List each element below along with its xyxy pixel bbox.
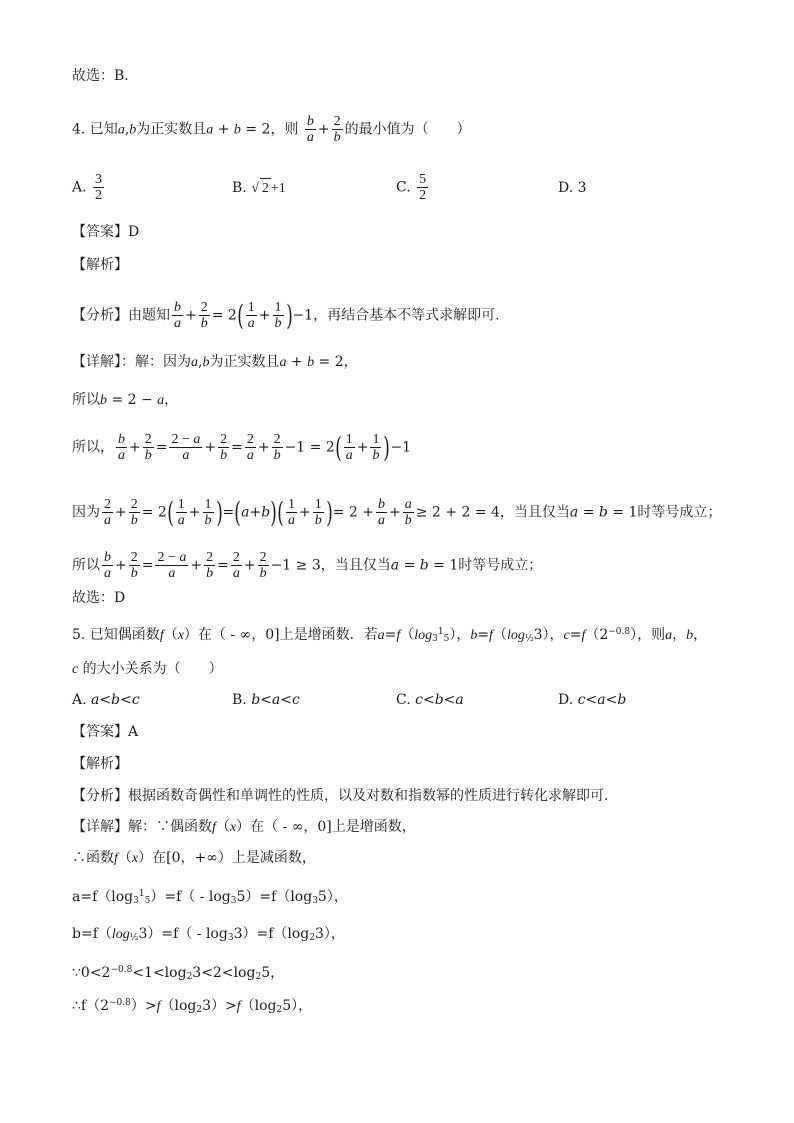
detail-line: $\because 0<2^{-0.8}<1<\log_23<2<\log_25$，: [72, 965, 285, 982]
option-a: A. $\frac{3}{2}$: [72, 172, 103, 203]
analysis-line: 【分析】由题知 $\frac{b}{a}$ + $\frac{2}{b}$ = 2( $\frac{1}{a}$ + $\frac{1}{b}$ )−1，再结合基本不等式求解即可.: [72, 298, 500, 332]
text-line: 故选：D: [72, 590, 126, 606]
option-c: C. $\frac{5}{2}$: [396, 172, 427, 203]
detail-line: $\therefore f(2^{-0.8})>f(\log_23)>f(\log_25)$，: [72, 998, 313, 1015]
option-d: D. 3: [558, 180, 587, 196]
analysis-tag: 【解析】: [72, 257, 128, 273]
option-b: B. √ 2 +1: [232, 178, 286, 199]
question-5-line2: c 的大小关系为（ ）: [72, 661, 223, 677]
option-c: C. c<b<a: [396, 692, 464, 708]
detail-line: $a=f(\log_3^1_5)=f( - \log_35)=f(\log_35)$，: [72, 889, 348, 906]
analysis-tag: 【解析】: [72, 756, 128, 772]
detail-line: 因为 $\frac{2}{a}$ + $\frac{2}{b}$ = 2( $\frac{1}{a}$ + $\frac{1}{b}$ )=(a+b)( $\frac{1}{a}$ + $\frac{1}{b}$ )= 2 + $\frac{b}{a}$ + $\frac{a}{b}$ ≥ 2 + 2 = 4，当且仅当a = b = 1时等号成立；: [72, 495, 722, 529]
detail-line: ∴函数f（x）在[0，+∞）上是减函数，: [72, 850, 316, 866]
question-4: 4. 已知a,b为正实数且a + b = 2，则 $\frac{b}{a}$ + $\frac{2}{b}$ 的最小值为（ ）: [72, 114, 471, 145]
detail-line: 所以， $\frac{b}{a}$ + $\frac{2}{b}$ = $\frac{2 - a}{a}$ + $\frac{2}{b}$ = $\frac{2}{a}$ + $\frac{2}{b}$ −1 = 2( $\frac{1}{a}$ + $\frac{1}{b}$ )−1: [72, 430, 412, 464]
answer-tag: 【答案】D: [72, 224, 140, 240]
text-line: 故选：B.: [72, 68, 129, 84]
analysis-line: 【分析】根据函数奇偶性和单调性的性质，以及对数和指数幂的性质进行转化求解即可．: [72, 788, 618, 804]
detail-line: 【详解】：解：因为a,b为正实数且a + b = 2，: [72, 354, 358, 370]
detail-line: 所以 $\frac{b}{a}$ + $\frac{2}{b}$ = $\frac{2 - a}{a}$ + $\frac{2}{b}$ = $\frac{2}{a}$ + $\frac{2}{b}$ −1 ≥ 3，当且仅当a = b = 1时等号成立；: [72, 550, 543, 581]
detail-line: 【详解】解：∵偶函数f（x）在（ - ∞，0]上是增函数，: [72, 819, 416, 835]
option-a: A. a<b<c: [72, 692, 140, 708]
detail-line: 所以b = 2 − a，: [72, 392, 179, 408]
option-b: B. b<a<c: [232, 692, 300, 708]
detail-line: $b=f(\log_{\frac{1}{2}}3)=f( - \log_33)=f(\log_23)$，: [72, 926, 345, 943]
option-d: D. c<a<b: [558, 692, 627, 708]
question-5: 5. 已知偶函数f（x）在（ - ∞，0]上是增函数．若$a=f(\log_3^1_5)$，$b=f(\log_{\frac{1}{2}}3)$，$c=f(2^{-0.8})$，则a，b，: [72, 627, 708, 644]
answer-tag: 【答案】A: [72, 724, 139, 740]
